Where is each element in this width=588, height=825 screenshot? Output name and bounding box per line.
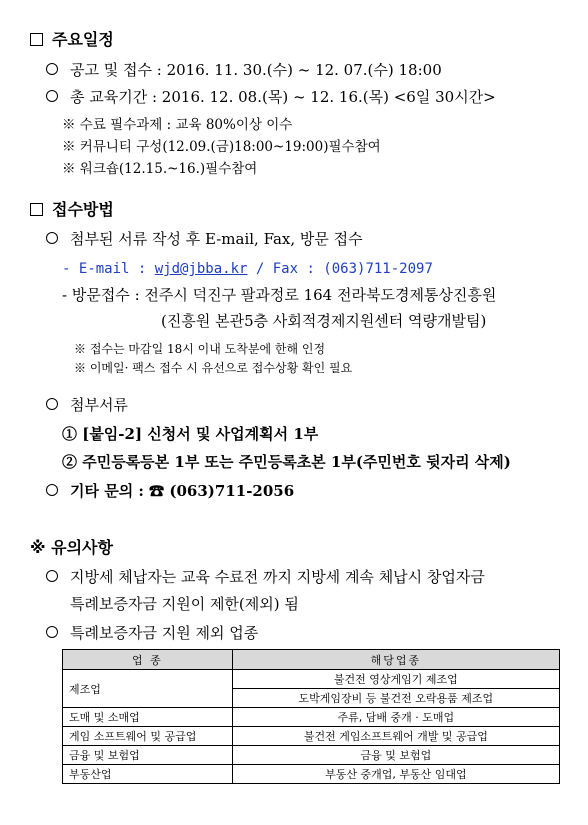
- schedule-heading: 주요일정: [30, 31, 114, 49]
- caution-heading: ※ 유의사항: [30, 538, 113, 557]
- docs-heading: 첨부서류: [46, 396, 128, 414]
- schedule-note: ※ 워크숍(12.15.~16.)필수참여: [62, 161, 258, 177]
- apply-email-fax: - E-mail : wjd@jbba.kr / Fax : (063)711-2097: [62, 261, 433, 277]
- circle-bullet-icon: [46, 90, 58, 102]
- table-row: [63, 670, 560, 689]
- contact-info: 기타 문의 : ☎ (063)711-2056: [46, 482, 294, 500]
- table-header: 해당업종: [232, 650, 559, 670]
- table-cell-category: 금융 및 보험업: [63, 746, 233, 765]
- table-header-row: [63, 650, 560, 670]
- excluded-industry-table: [62, 649, 560, 784]
- email-link[interactable]: wjd@jbba.kr: [154, 261, 248, 277]
- doc-item-application: ① [붙임-2] 신청서 및 사업계획서 1부: [62, 425, 319, 443]
- circle-bullet-icon: [46, 63, 58, 75]
- schedule-item-announce: 공고 및 접수 : 2016. 11. 30.(수) ~ 12. 07.(수) 18:00: [46, 61, 442, 79]
- checkbox-square-icon: [30, 203, 43, 216]
- caution-item-tax-cont: 특례보증자금 지원이 제한(제외) 됨: [70, 595, 299, 613]
- table-cell-category: 도매 및 소매업: [63, 708, 233, 727]
- table-row: [63, 708, 560, 727]
- table-cell-detail: 도박게임장비 등 불건전 오락용품 제조업: [232, 689, 559, 708]
- caution-item-tax: 지방세 체납자는 교육 수료전 까지 지방세 계속 체납시 창업자금: [46, 568, 485, 586]
- apply-note: ※ 이메일· 팩스 접수 시 유선으로 접수상황 확인 필요: [74, 361, 353, 375]
- table-cell-detail: 부동산 중개업, 부동산 임대업: [232, 765, 559, 784]
- table-cell-detail: 불건전 영상게임기 제조업: [232, 670, 559, 689]
- table-row: [63, 765, 560, 784]
- circle-bullet-icon: [46, 484, 58, 496]
- table-cell-detail: 금융 및 보험업: [232, 746, 559, 765]
- doc-item-resident-record: ② 주민등록등본 1부 또는 주민등록초본 1부(주민번호 뒷자리 삭제): [62, 453, 511, 471]
- table-cell-category: 부동산업: [63, 765, 233, 784]
- schedule-item-period: 총 교육기간 : 2016. 12. 08.(목) ~ 12. 16.(목) <6일 30시간>: [46, 88, 496, 106]
- apply-visit-office: (진흥원 본관5층 사회적경제지원센터 역량개발팀): [161, 312, 487, 330]
- table-row: [63, 727, 560, 746]
- table-cell-category: 게임 소프트웨어 및 공급업: [63, 727, 233, 746]
- table-row: [63, 746, 560, 765]
- circle-bullet-icon: [46, 570, 58, 582]
- circle-bullet-icon: [46, 626, 58, 638]
- table-cell-detail: 불건전 게임소프트웨어 개발 및 공급업: [232, 727, 559, 746]
- checkbox-square-icon: [30, 33, 43, 46]
- circle-bullet-icon: [46, 398, 58, 410]
- apply-heading: 접수방법: [30, 201, 114, 219]
- table-header: 업 종: [63, 650, 233, 670]
- apply-note: ※ 접수는 마감일 18시 이내 도착분에 한해 인정: [74, 342, 326, 356]
- table-cell-category: 제조업: [63, 670, 233, 708]
- apply-visit-address: - 방문접수 : 전주시 덕진구 팔과정로 164 전라북도경제통상진흥원: [62, 286, 497, 304]
- circle-bullet-icon: [46, 232, 58, 244]
- schedule-note: ※ 커뮤니티 구성(12.09.(금)18:00~19:00)필수참여: [62, 139, 381, 155]
- table-cell-detail: 주류, 담배 중개 · 도매업: [232, 708, 559, 727]
- caution-item-excluded: 특례보증자금 지원 제외 업종: [46, 624, 258, 642]
- schedule-note: ※ 수료 필수과제 : 교육 80%이상 이수: [62, 117, 293, 133]
- apply-method: 첨부된 서류 작성 후 E-mail, Fax, 방문 접수: [46, 230, 363, 248]
